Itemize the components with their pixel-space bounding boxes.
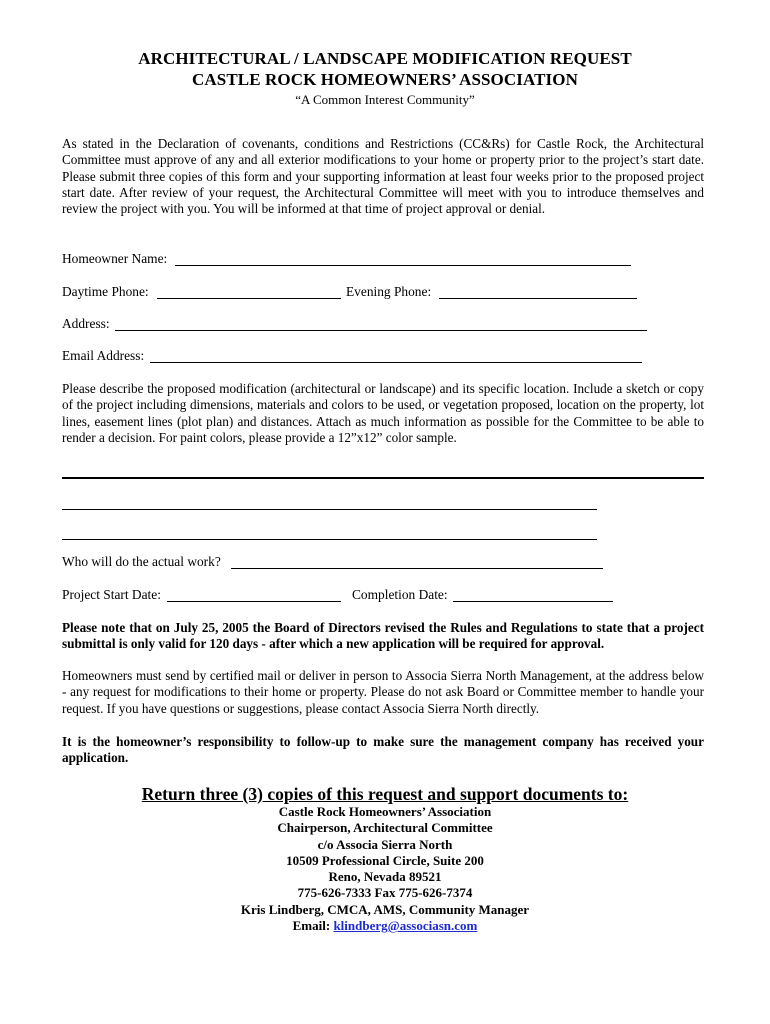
address-field[interactable] [115, 330, 647, 331]
email-address-label: Email Address: [62, 348, 145, 363]
address-line: Castle Rock Homeowners’ Association [278, 804, 492, 819]
email-line [0, 918, 770, 934]
description-line-2[interactable] [62, 509, 597, 510]
validity-notice: Please note that on July 25, 2005 the Board of Directors revised the Rules and Regulations to state that a project submittal is only valid for 120 days - after which a new application will be required for approval. [62, 620, 704, 652]
who-work-field[interactable] [231, 568, 603, 569]
description-line-1[interactable] [62, 477, 704, 479]
daytime-phone-field[interactable] [157, 298, 341, 299]
mail-instructions: Homeowners must send by certified mail or deliver in person to Associa Sierra North Management, at the address below - any request for modifications to their home or property. Please do not ask Board or Committee member to handle your request. If you have questions or suggestions, please contact Associa Sierra North directly. [62, 668, 704, 716]
email-link[interactable]: klindberg@associasn.com [333, 918, 478, 934]
intro-paragraph: As stated in the Declaration of covenants, conditions and Restrictions (CC&Rs) for Castle Rock, the Architectural Committee must approve of any and all exterior modifications to your home or property prior to the project’s start date. Please submit three copies of this form and your supporting information at least four weeks prior to the proposed project start date. After review of your request, the Architectural Committee will meet with you to introduce themselves and review the project with you. You will be informed at that time of project approval or denial. [62, 136, 704, 217]
association-name: CASTLE ROCK HOMEOWNERS’ ASSOCIATION [192, 70, 578, 89]
completion-date-label: Completion Date: [352, 587, 448, 602]
start-date-label: Project Start Date: [62, 587, 161, 602]
email-address-field[interactable] [150, 362, 642, 363]
address-line: 10509 Professional Circle, Suite 200 [286, 852, 484, 868]
evening-phone-field[interactable] [439, 298, 637, 299]
return-address [0, 804, 770, 934]
return-heading: Return three (3) copies of this request and support documents to: [141, 784, 629, 804]
homeowner-name-field[interactable] [175, 265, 631, 266]
email-label: Email: [292, 918, 331, 934]
address-line: Kris Lindberg, CMCA, AMS, Community Manager [240, 901, 530, 917]
tagline: “A Common Interest Community” [295, 92, 475, 107]
address-line: c/o Associa Sierra North [317, 836, 453, 852]
address-label: Address: [62, 316, 110, 331]
daytime-phone-label: Daytime Phone: [62, 284, 149, 299]
who-work-label: Who will do the actual work? [62, 554, 221, 569]
address-line: Chairperson, Architectural Committee [277, 820, 493, 836]
address-line: Reno, Nevada 89521 [328, 869, 442, 885]
completion-date-field[interactable] [453, 601, 613, 602]
homeowner-name-label: Homeowner Name: [62, 251, 168, 266]
form-title: ARCHITECTURAL / LANDSCAPE MODIFICATION REQUEST [138, 49, 632, 68]
description-line-3[interactable] [62, 539, 597, 540]
responsibility-notice: It is the homeowner’s responsibility to follow-up to make sure the management company has received your application. [62, 734, 704, 766]
evening-phone-label: Evening Phone: [346, 284, 432, 299]
start-date-field[interactable] [167, 601, 341, 602]
describe-instructions: Please describe the proposed modification (architectural or landscape) and its specific location. Include a sketch or copy of the project including dimensions, materials and colors to be used, or vegetation proposed, location on the property, lot lines, easement lines (plot plan) and distances. Attach as much information as possible for the Committee to be able to render a decision. For paint colors, please provide a 12”x12” color sample. [62, 381, 704, 445]
address-line: 775-626-7333 Fax 775-626-7374 [297, 885, 473, 901]
